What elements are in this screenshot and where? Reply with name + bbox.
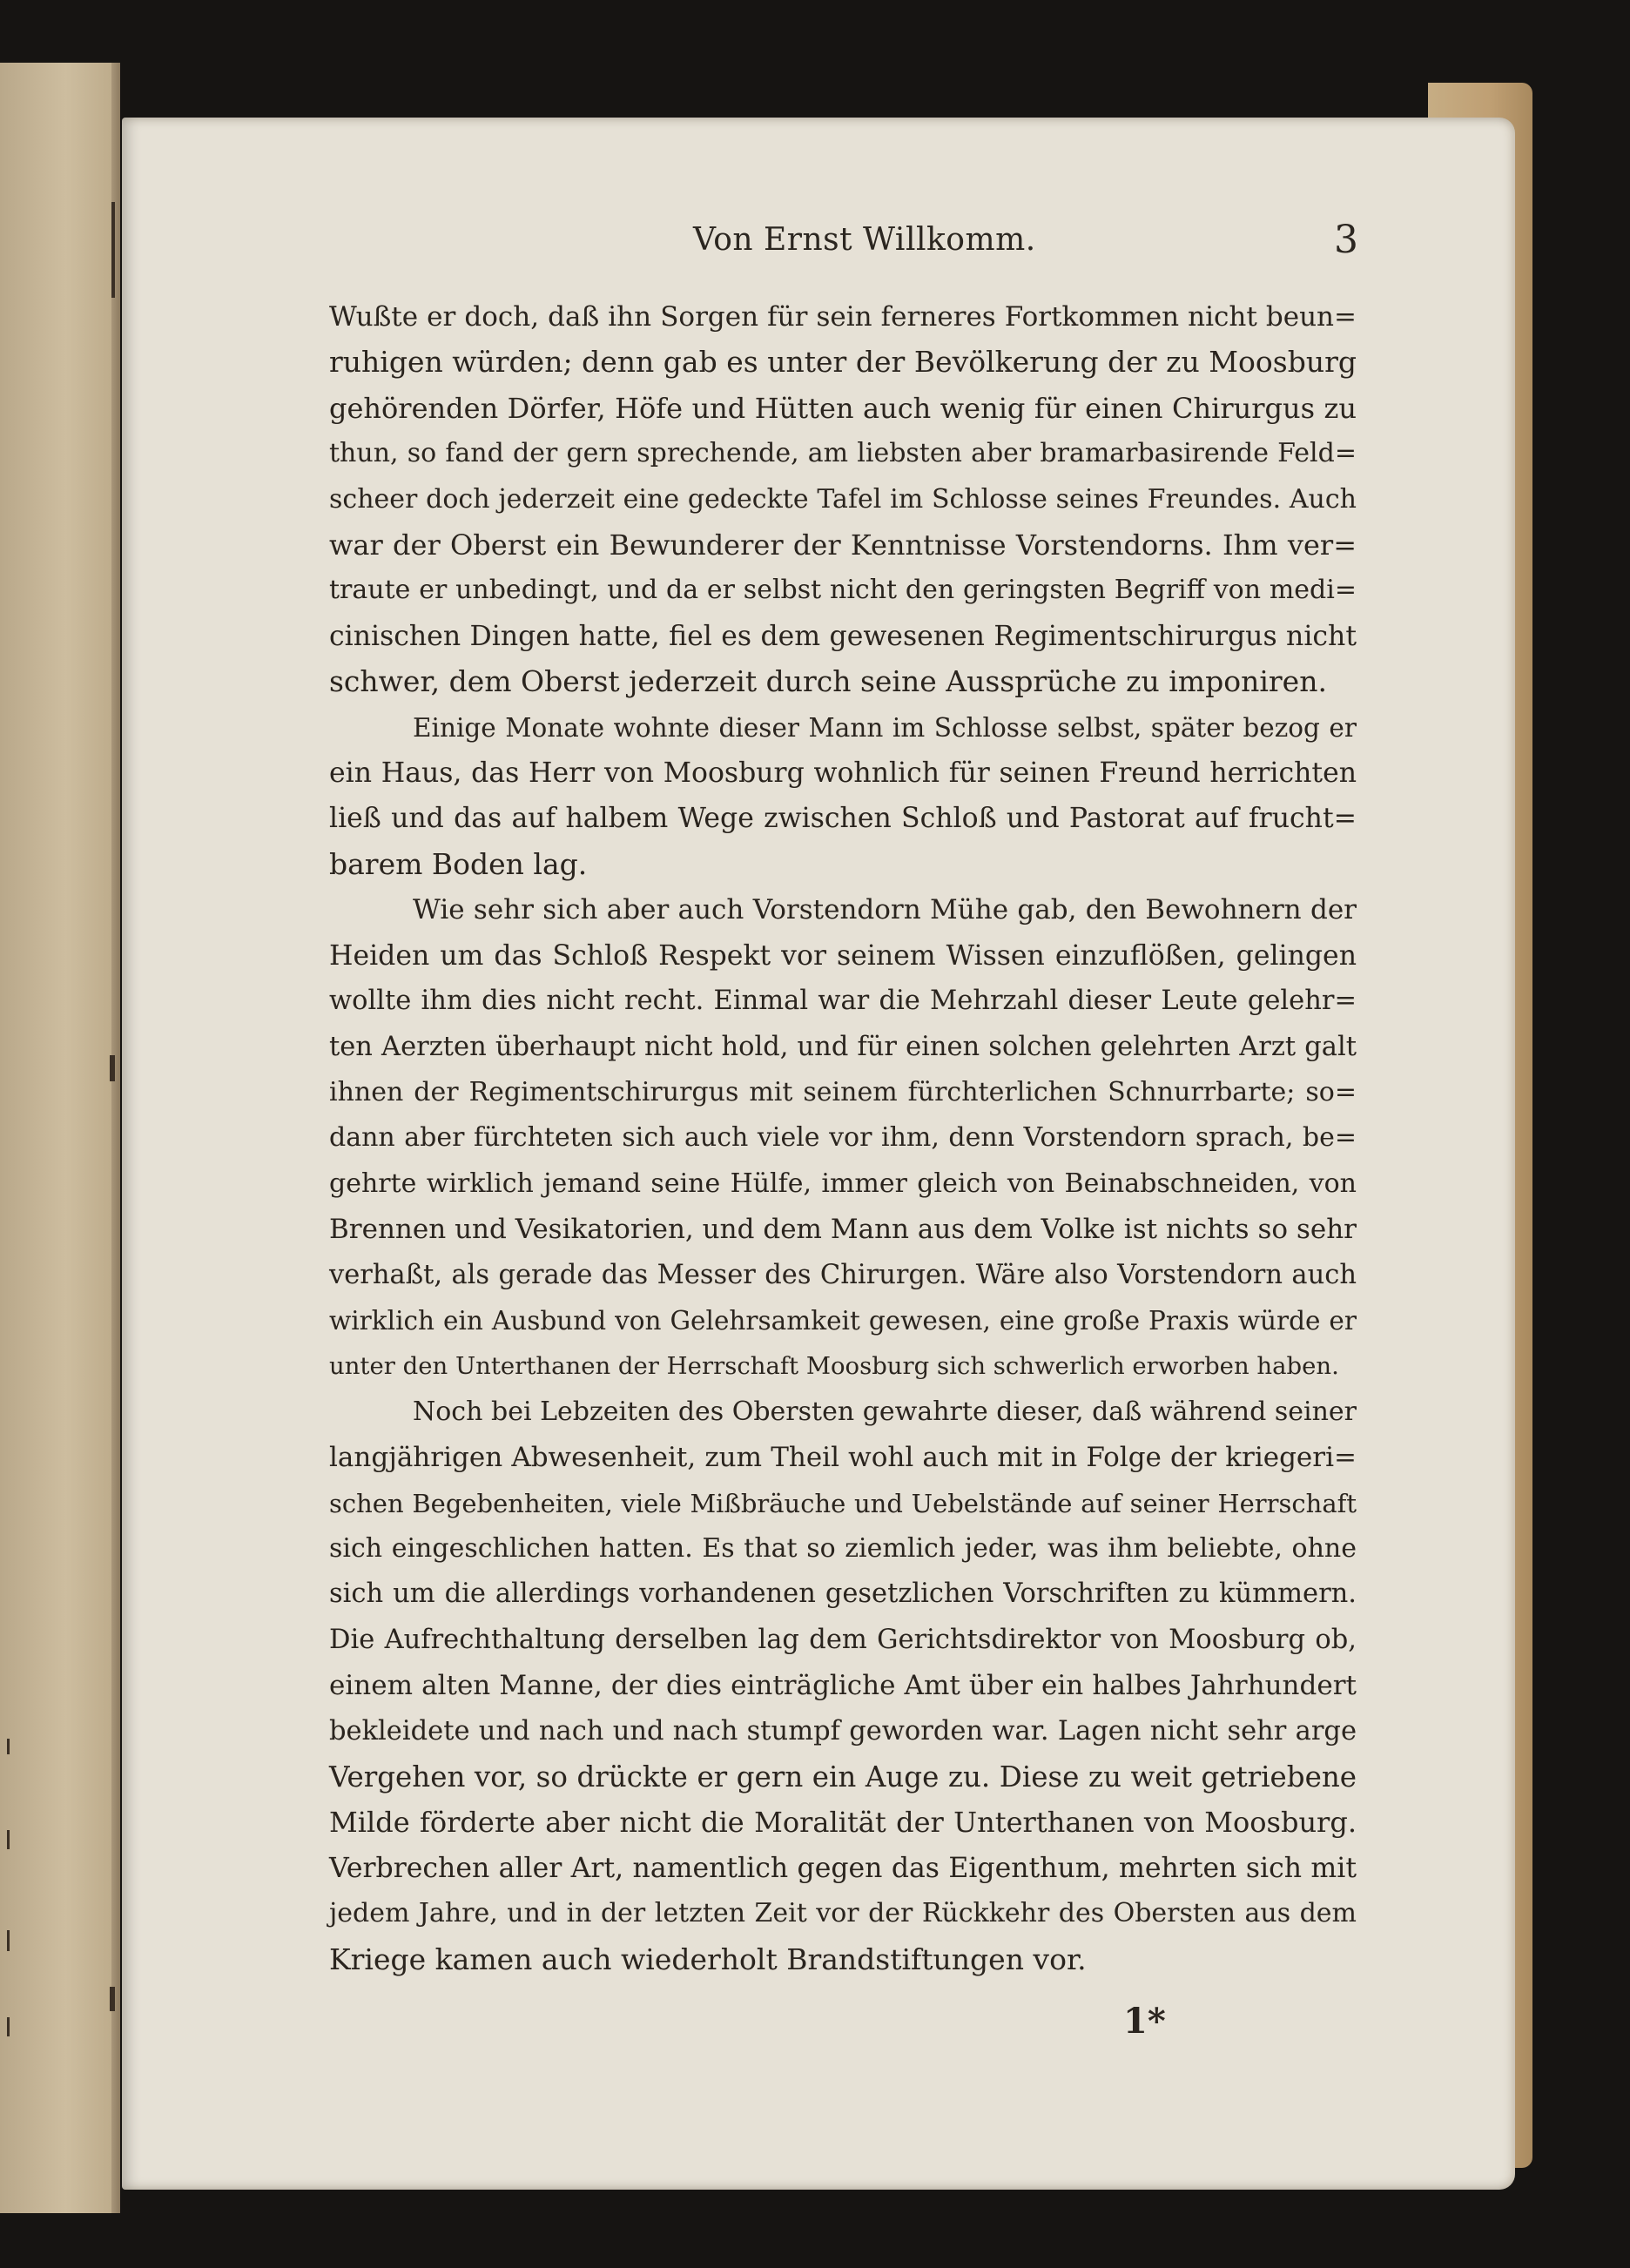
text-line: cinischen Dingen hatte, fiel es dem gewesenen Regimentschirurgus nicht [329, 620, 1357, 652]
facing-page-mark [7, 1930, 10, 1951]
text-line: Wie sehr sich aber auch Vorstendorn Mühe gab, den Bewohnern der [413, 894, 1357, 926]
text-line: scheer doch jederzeit eine gedeckte Tafel im Schlosse seines Freundes. Auch [329, 483, 1357, 515]
running-head-title: Von Ernst Willkomm. [693, 222, 1036, 258]
text-line: bekleidete und nach und nach stumpf geworden war. Lagen nicht sehr arge [329, 1715, 1357, 1746]
text-line: war der Oberst ein Bewunderer der Kenntnisse Vorstendorns. Ihm ver= [329, 528, 1357, 562]
facing-page-mark [7, 2017, 10, 2036]
text-line: dann aber fürchteten sich auch viele vor ihm, denn Vorstendorn sprach, be= [329, 1122, 1357, 1154]
text-line: jedem Jahre, und in der letzten Zeit vor der Rückkehr des Obersten aus dem [329, 1898, 1357, 1929]
facing-page-mark [110, 1987, 115, 2011]
text-line: ein Haus, das Herr von Moosburg wohnlich für seinen Freund herrichten [329, 757, 1357, 790]
text-line: Milde förderte aber nicht die Moralität der Unterthanen von Moosburg. [329, 1806, 1357, 1840]
facing-page-edge [0, 63, 120, 2213]
text-line: Einige Monate wohnte dieser Mann im Schlosse selbst, später bezog er [413, 712, 1357, 743]
text-line: Wußte er doch, daß ihn Sorgen für sein ferneres Fortkommen nicht beun= [329, 301, 1357, 333]
page-number: 3 [1334, 218, 1358, 262]
text-line: Heiden um das Schloß Respekt vor seinem Wissen einzuflößen, gelingen [329, 939, 1357, 972]
facing-page-mark [111, 202, 115, 298]
text-line: Brennen und Vesikatorien, und dem Mann aus dem Volke ist nichts so sehr [329, 1214, 1357, 1246]
signature-mark: 1* [1123, 2001, 1166, 2042]
text-line: ihnen der Regimentschirurgus mit seinem fürchterlichen Schnurrbarte; so= [329, 1076, 1357, 1107]
text-line: schwer, dem Oberst jederzeit durch seine Aussprüche zu imponiren. [329, 664, 1327, 699]
facing-page-mark [7, 1739, 10, 1754]
text-line: ruhigen würden; denn gab es unter der Bevölkerung der zu Moosburg [329, 345, 1357, 380]
text-line: sich eingeschlichen hatten. Es that so ziemlich jeder, was ihm beliebte, ohne [329, 1532, 1357, 1564]
text-line: Verbrechen aller Art, namentlich gegen das Eigenthum, mehrten sich mit [329, 1852, 1357, 1884]
facing-page-fold [111, 63, 120, 2213]
text-line: wollte ihm dies nicht recht. Einmal war die Mehrzahl dieser Leute gelehr= [329, 986, 1357, 1017]
text-line: ten Aerzten überhaupt nicht hold, und für einen solchen gelehrten Arzt galt [329, 1031, 1357, 1062]
text-line: langjährigen Abwesenheit, zum Theil wohl auch mit in Folge der kriegeri= [329, 1442, 1357, 1474]
text-line: Kriege kamen auch wiederholt Brandstiftungen vor. [329, 1942, 1087, 1976]
text-line: wirklich ein Ausbund von Gelehrsamkeit gewesen, eine große Praxis würde er [329, 1305, 1357, 1336]
text-line: gehrte wirklich jemand seine Hülfe, immer gleich von Beinabschneiden, von [329, 1168, 1357, 1199]
text-line: traute er unbedingt, und da er selbst nicht den geringsten Begriff von medi= [329, 575, 1357, 606]
text-line: barem Boden lag. [329, 846, 588, 881]
facing-page-mark [110, 1055, 115, 1081]
text-line: Vergehen vor, so drückte er gern ein Auge zu. Diese zu weit getriebene [329, 1760, 1357, 1794]
text-line: Noch bei Lebzeiten des Obersten gewahrte dieser, daß während seiner [413, 1396, 1357, 1427]
body-text [329, 294, 1357, 1982]
text-line: unter den Unterthanen der Herrschaft Moosburg sich schwerlich erworben haben. [329, 1352, 1339, 1381]
text-line: sich um die allerdings vorhandenen gesetzlichen Vorschriften zu kümmern. [329, 1578, 1357, 1610]
text-line: verhaßt, als gerade das Messer des Chirurgen. Wäre also Vorstendorn auch [329, 1259, 1357, 1290]
text-line: ließ und das auf halbem Wege zwischen Schloß und Pastorat auf frucht= [329, 803, 1357, 835]
text-line: thun, so fand der gern sprechende, am liebsten aber bramarbasirende Feld= [329, 438, 1357, 469]
text-line: schen Begebenheiten, viele Mißbräuche und Uebelstände auf seiner Herrschaft [329, 1488, 1357, 1518]
text-line: Die Aufrechthaltung derselben lag dem Gerichtsdirektor von Moosburg ob, [329, 1624, 1357, 1655]
text-line: gehörenden Dörfer, Höfe und Hütten auch wenig für einen Chirurgus zu [329, 391, 1357, 425]
text-line: einem alten Manne, der dies einträgliche Amt über ein halbes Jahrhundert [329, 1670, 1357, 1702]
facing-page-mark [7, 1830, 10, 1849]
